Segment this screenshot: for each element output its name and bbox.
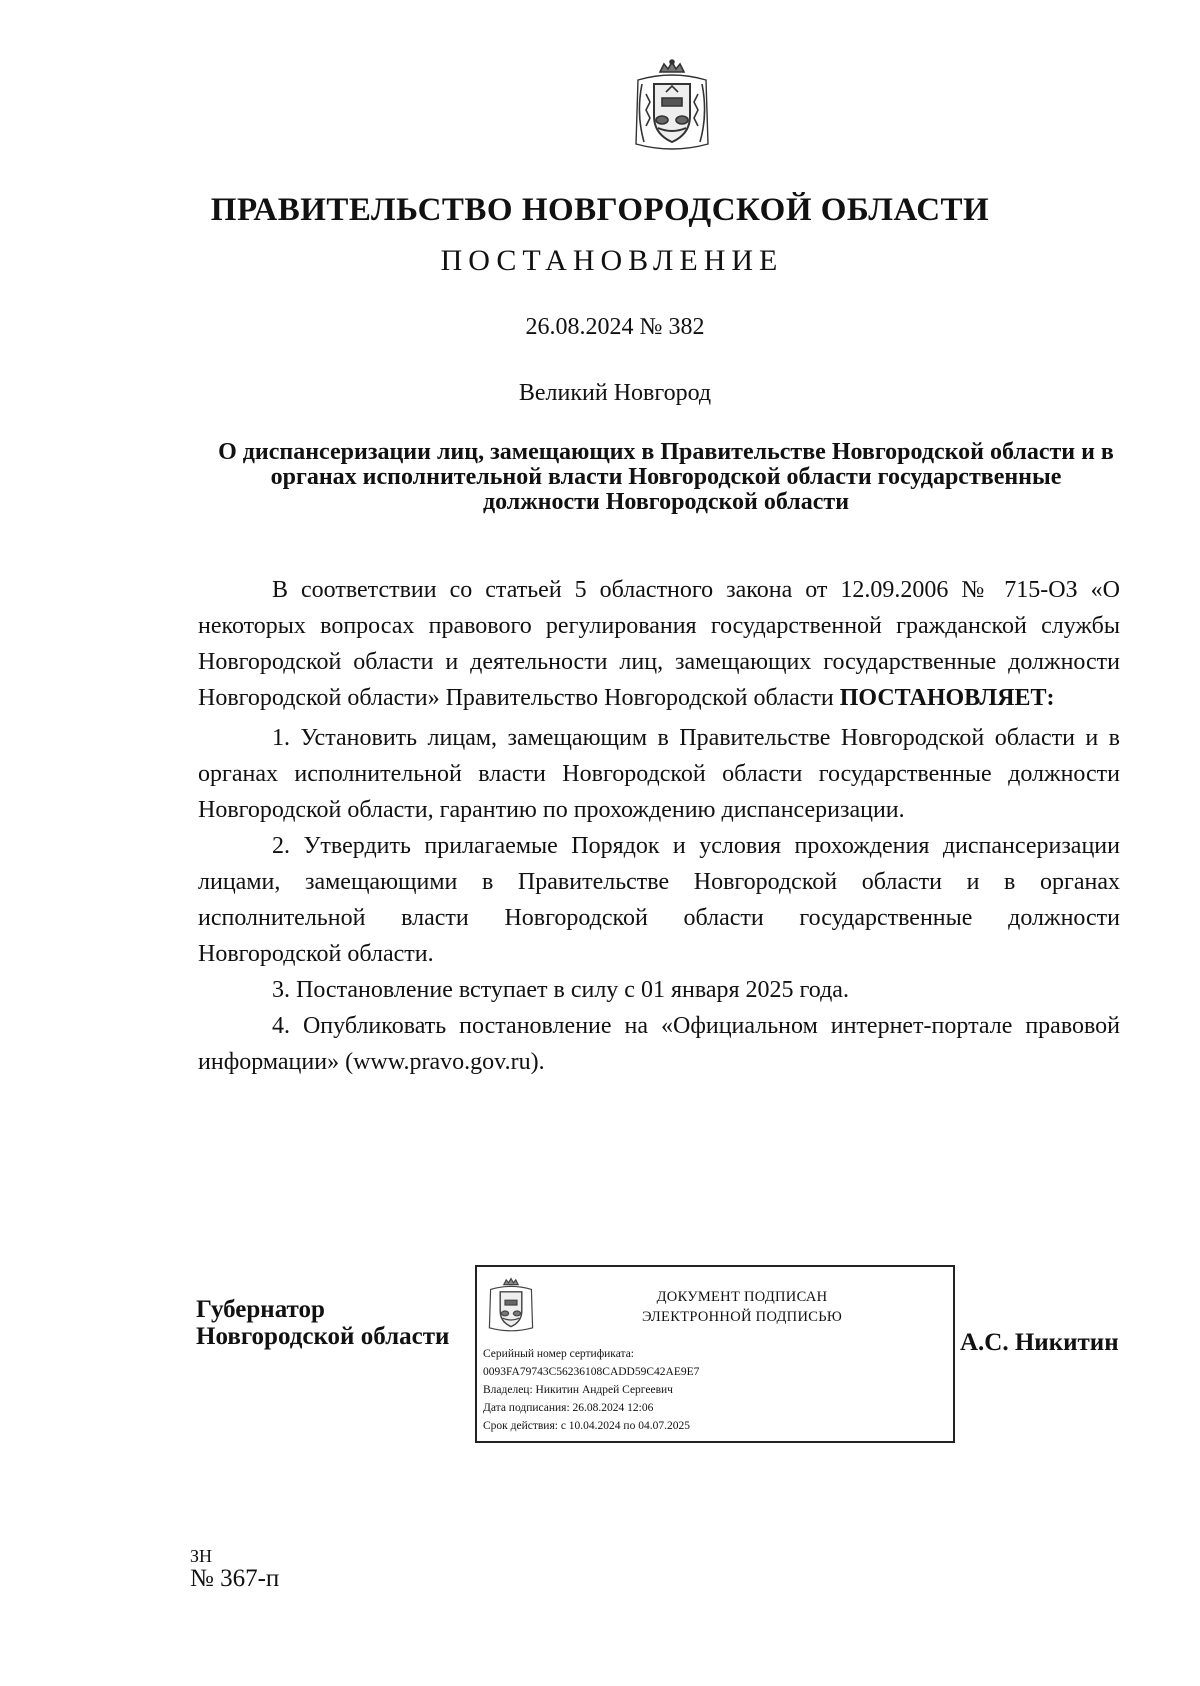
coat-of-arms-icon — [632, 58, 712, 154]
item-paragraph: 3. Постановление вступает в силу с 01 января 2025 года. — [272, 977, 849, 1003]
stamp-title-line: ДОКУМЕНТ ПОДПИСАН — [656, 1289, 828, 1305]
stamp-serial-label: Серийный номер сертификата: — [483, 1348, 634, 1360]
stamp-title — [537, 1287, 947, 1327]
electronic-signature-stamp — [475, 1265, 955, 1443]
organization-title: ПРАВИТЕЛЬСТВО НОВГОРОДСКОЙ ОБЛАСТИ — [210, 192, 990, 228]
document-body — [198, 572, 1120, 1080]
stamp-title-line: ЭЛЕКТРОННОЙ ПОДПИСЬЮ — [641, 1309, 843, 1325]
stamp-details — [483, 1345, 699, 1435]
stamp-serial-value: 0093FA79743C56236108CADD59C42AE9E7 — [483, 1366, 700, 1378]
signatory-role-line: Новгородской области — [196, 1323, 450, 1350]
preamble-text: В соответствии со статьей 5 областного закона от 12.09.2006 № 715-ОЗ «О некоторых вопросах правового регулирования государственной гражданской службы Новгородской области и деятельности лиц, замещающих государственные должности Новгородской области» Правительство Новгородской области — [198, 577, 1120, 711]
preamble-paragraph — [198, 572, 1120, 716]
footer-number: № 367-п — [190, 1565, 280, 1592]
document-date-number: 26.08.2024 № 382 — [525, 314, 705, 340]
stamp-owner: Владелец: Никитин Андрей Сергеевич — [483, 1384, 673, 1396]
footer-code: ЗН — [190, 1546, 213, 1566]
item-paragraph: 4. Опубликовать постановление на «Официальном интернет-портале правовой информации» (www.pravo.gov.ru). — [198, 1013, 1120, 1075]
stamp-signed-date: Дата подписания: 26.08.2024 12:06 — [483, 1402, 654, 1414]
item-paragraph: 1. Установить лицам, замещающим в Правительстве Новгородской области и в органах исполнительной власти Новгородской области государственные должности Новгородской области, гарантию по прохождению диспансеризации. — [198, 725, 1120, 823]
document-city: Великий Новгород — [518, 380, 712, 406]
item-paragraph: 2. Утвердить прилагаемые Порядок и условия прохождения диспансеризации лицами, замещающими в Правительстве Новгородской области и в органах исполнительной власти Новгородской области государственные должности Новгородской области. — [198, 833, 1120, 967]
coat-of-arms-icon — [487, 1275, 535, 1335]
decree-word: ПОСТАНОВЛЯЕТ: — [839, 685, 1055, 711]
signatory-name: А.С. Никитин — [960, 1329, 1119, 1356]
document-subject: О диспансеризации лиц, замещающих в Правительстве Новгородской области и в органах исполнительной власти Новгородской области государственные должности Новгородской области — [218, 439, 1114, 515]
document-type: ПОСТАНОВЛЕНИЕ — [440, 244, 784, 277]
stamp-validity: Срок действия: с 10.04.2024 по 04.07.2025 — [483, 1420, 690, 1432]
signatory-role — [196, 1296, 449, 1350]
signatory-role-line: Губернатор — [196, 1296, 325, 1323]
